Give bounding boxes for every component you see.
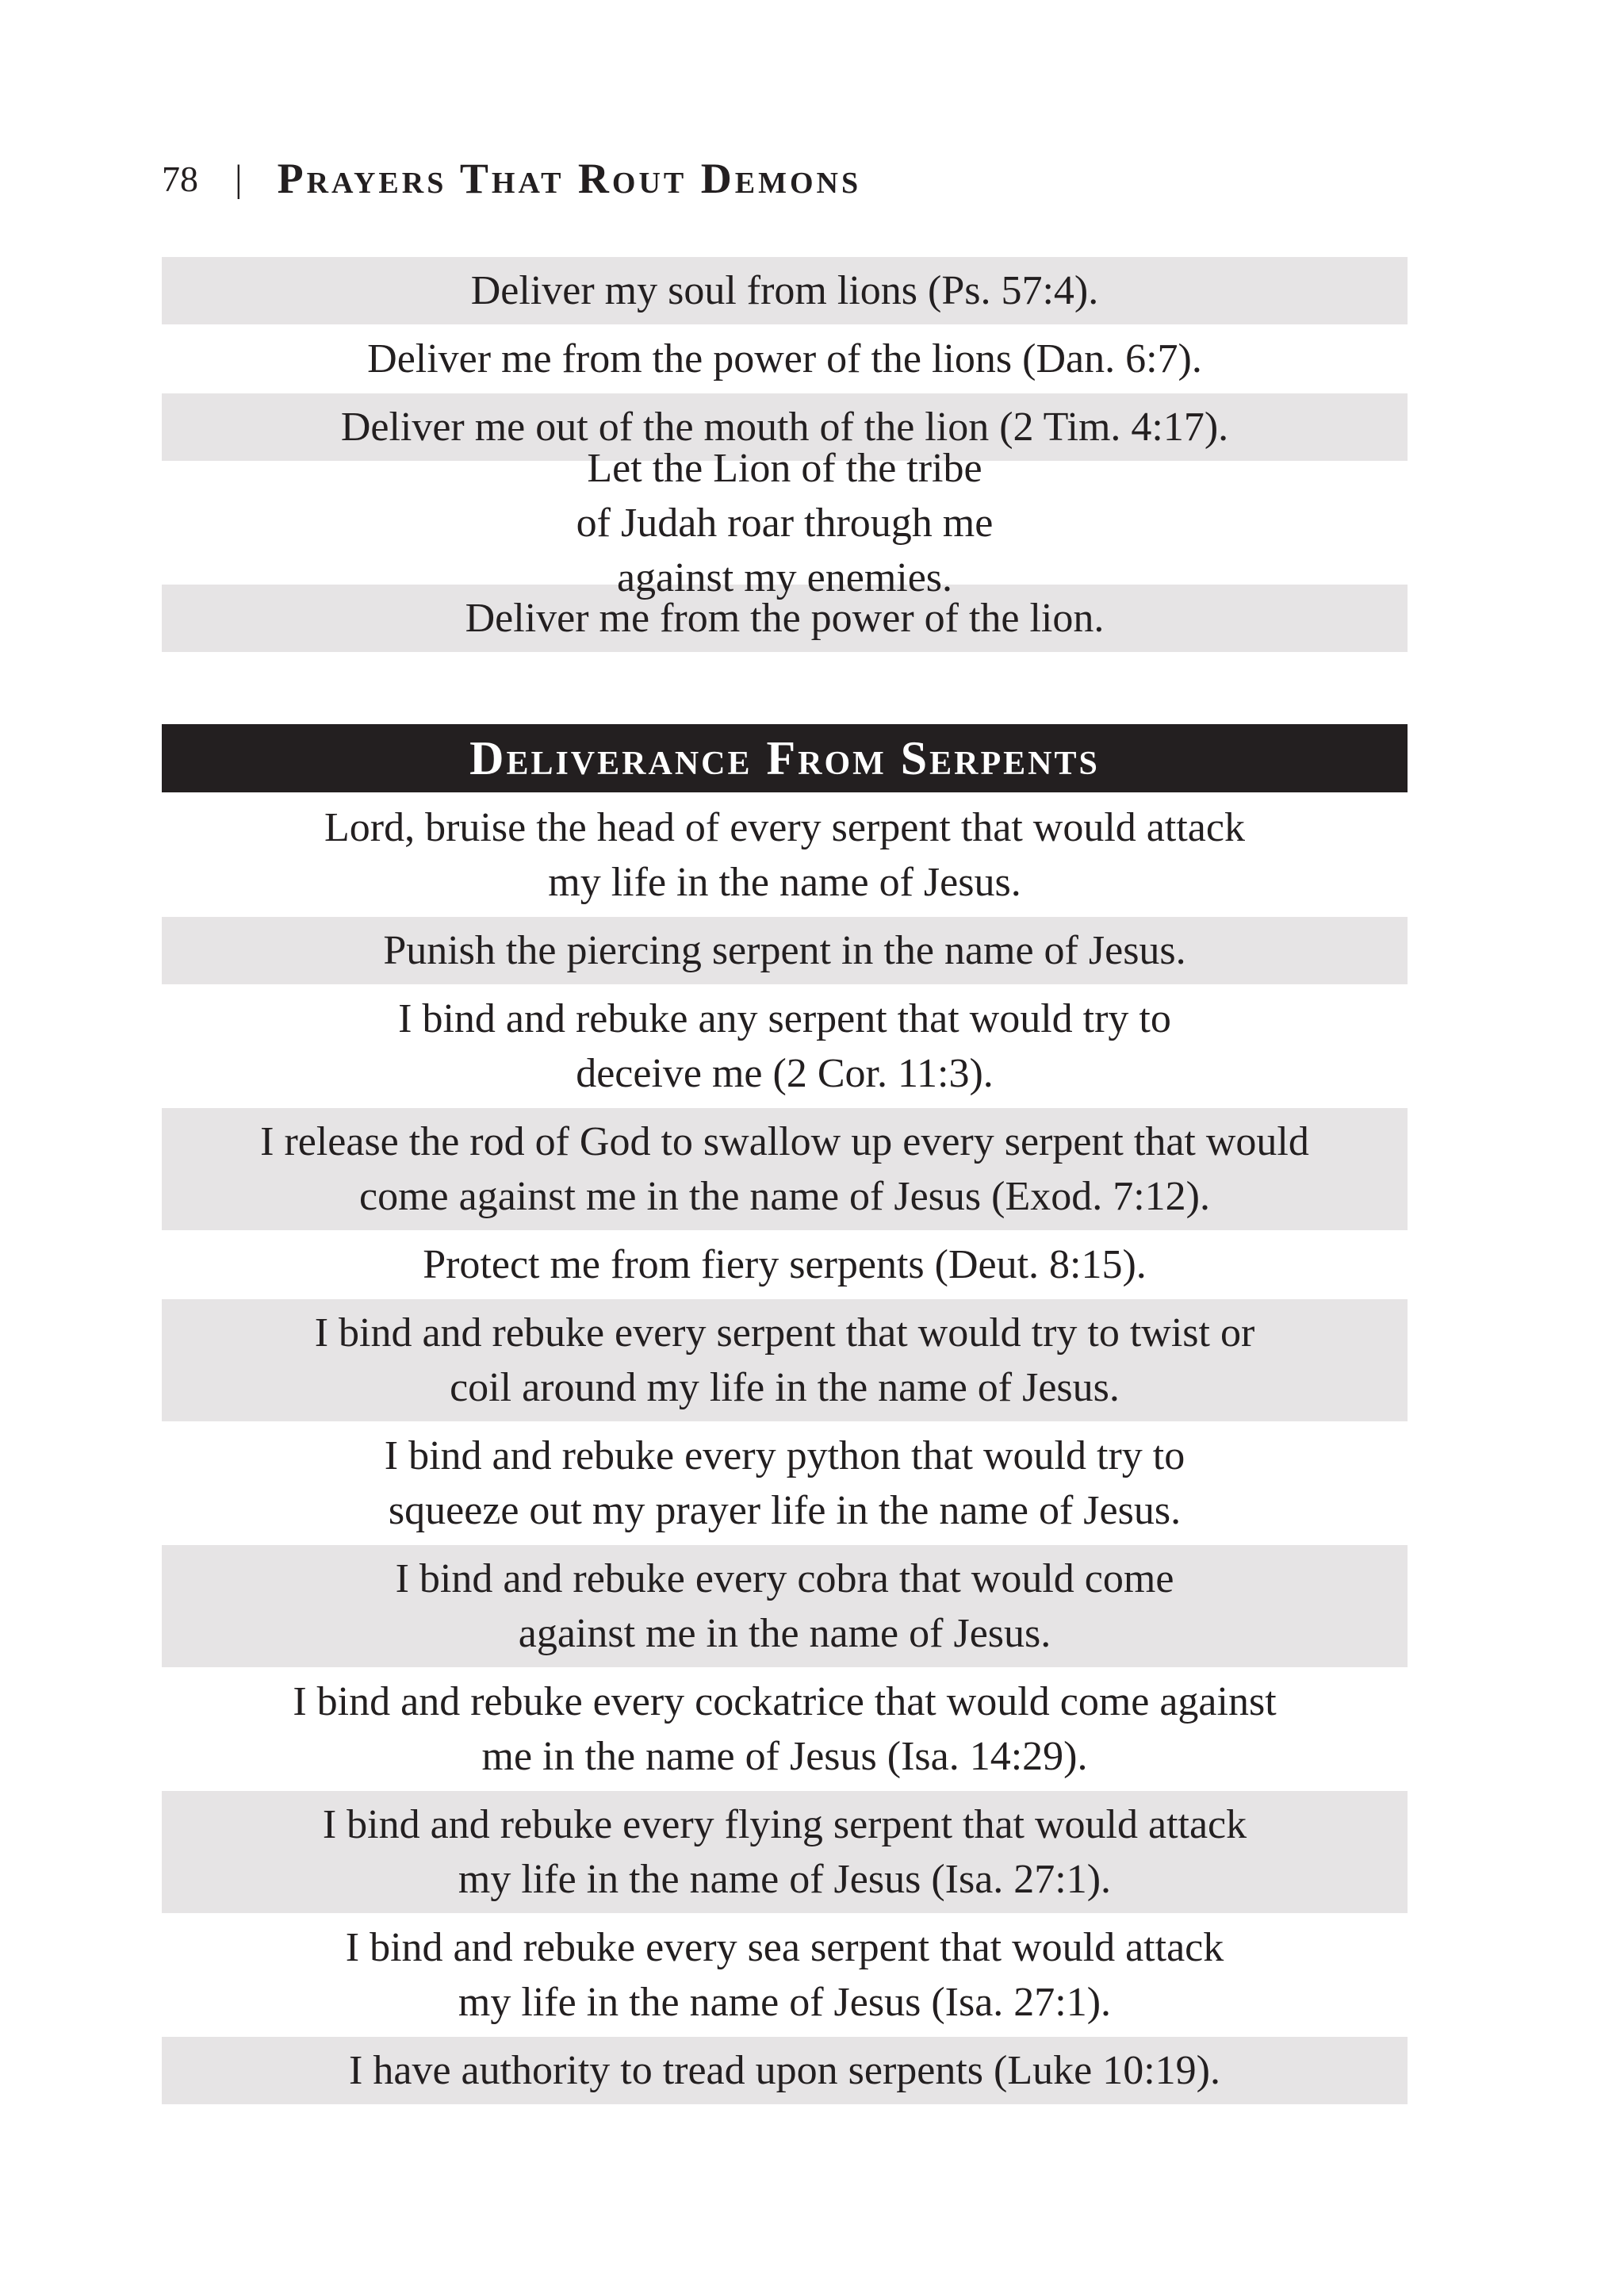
prayer-text: I bind and rebuke every sea serpent that would attack my life in the name of Jesus (Isa. 27:1). — [345, 1925, 1224, 2025]
prayer-text: Protect me from fiery serpents (Deut. 8:15). — [423, 1242, 1147, 1287]
prayer-text: Lord, bruise the head of every serpent that would attack my life in the name of Jesus. — [324, 805, 1245, 905]
prayer-text: I release the rod of God to swallow up every serpent that would come against me in the name of Jesus (Exod. 7:12). — [260, 1119, 1309, 1219]
prayer-row — [162, 1108, 1408, 1230]
prayer-row — [162, 257, 1408, 324]
prayer-row — [162, 794, 1408, 916]
prayer-row — [162, 1914, 1408, 2036]
lion-prayer-list — [162, 257, 1408, 653]
section-heading: Deliverance From Serpents — [162, 724, 1408, 792]
prayer-text: I bind and rebuke every serpent that would try to twist or coil around my life in the name of Jesus. — [314, 1310, 1255, 1410]
prayer-text: I bind and rebuke every flying serpent that would attack my life in the name of Jesus (Isa. 27:1). — [322, 1802, 1247, 1902]
serpent-section — [162, 724, 1408, 2105]
prayer-row — [162, 1299, 1408, 1421]
prayer-row — [162, 445, 1408, 600]
prayer-row — [162, 1422, 1408, 1544]
prayer-text: Let the Lion of the tribe of Judah roar through me against my enemies. — [576, 445, 994, 600]
prayer-row — [162, 585, 1408, 652]
prayer-text: Deliver me out of the mouth of the lion (2 Tim. 4:17). — [340, 405, 1229, 450]
prayer-text: I bind and rebuke every cockatrice that would come against me in the name of Jesus (Isa. 14:29). — [293, 1679, 1277, 1779]
prayer-text: Deliver me from the power of the lions (Dan. 6:7). — [367, 336, 1202, 382]
prayer-text: I bind and rebuke every cobra that would come against me in the name of Jesus. — [395, 1556, 1174, 1656]
header-separator: | — [235, 157, 243, 200]
book-title: Prayers That Rout Demons — [277, 155, 862, 202]
prayer-text: I have authority to tread upon serpents (Luke 10:19). — [349, 2048, 1220, 2093]
prayer-row — [162, 1668, 1408, 1790]
prayer-text: Punish the piercing serpent in the name of Jesus. — [383, 928, 1186, 973]
prayer-row — [162, 2037, 1408, 2104]
prayer-row — [162, 917, 1408, 984]
prayer-row — [162, 325, 1408, 393]
prayer-text: Deliver me from the power of the lion. — [465, 596, 1105, 641]
prayer-text: I bind and rebuke any serpent that would try to deceive me (2 Cor. 11:3). — [398, 996, 1171, 1096]
prayer-row — [162, 1231, 1408, 1298]
prayer-text: I bind and rebuke every python that would try to squeeze out my prayer life in the name of Jesus. — [384, 1433, 1185, 1533]
prayer-row — [162, 985, 1408, 1107]
page-number: 78 — [162, 158, 198, 199]
prayer-text: Deliver my soul from lions (Ps. 57:4). — [470, 268, 1099, 313]
running-header — [162, 151, 861, 206]
prayer-row — [162, 1545, 1408, 1667]
prayer-row — [162, 1791, 1408, 1913]
